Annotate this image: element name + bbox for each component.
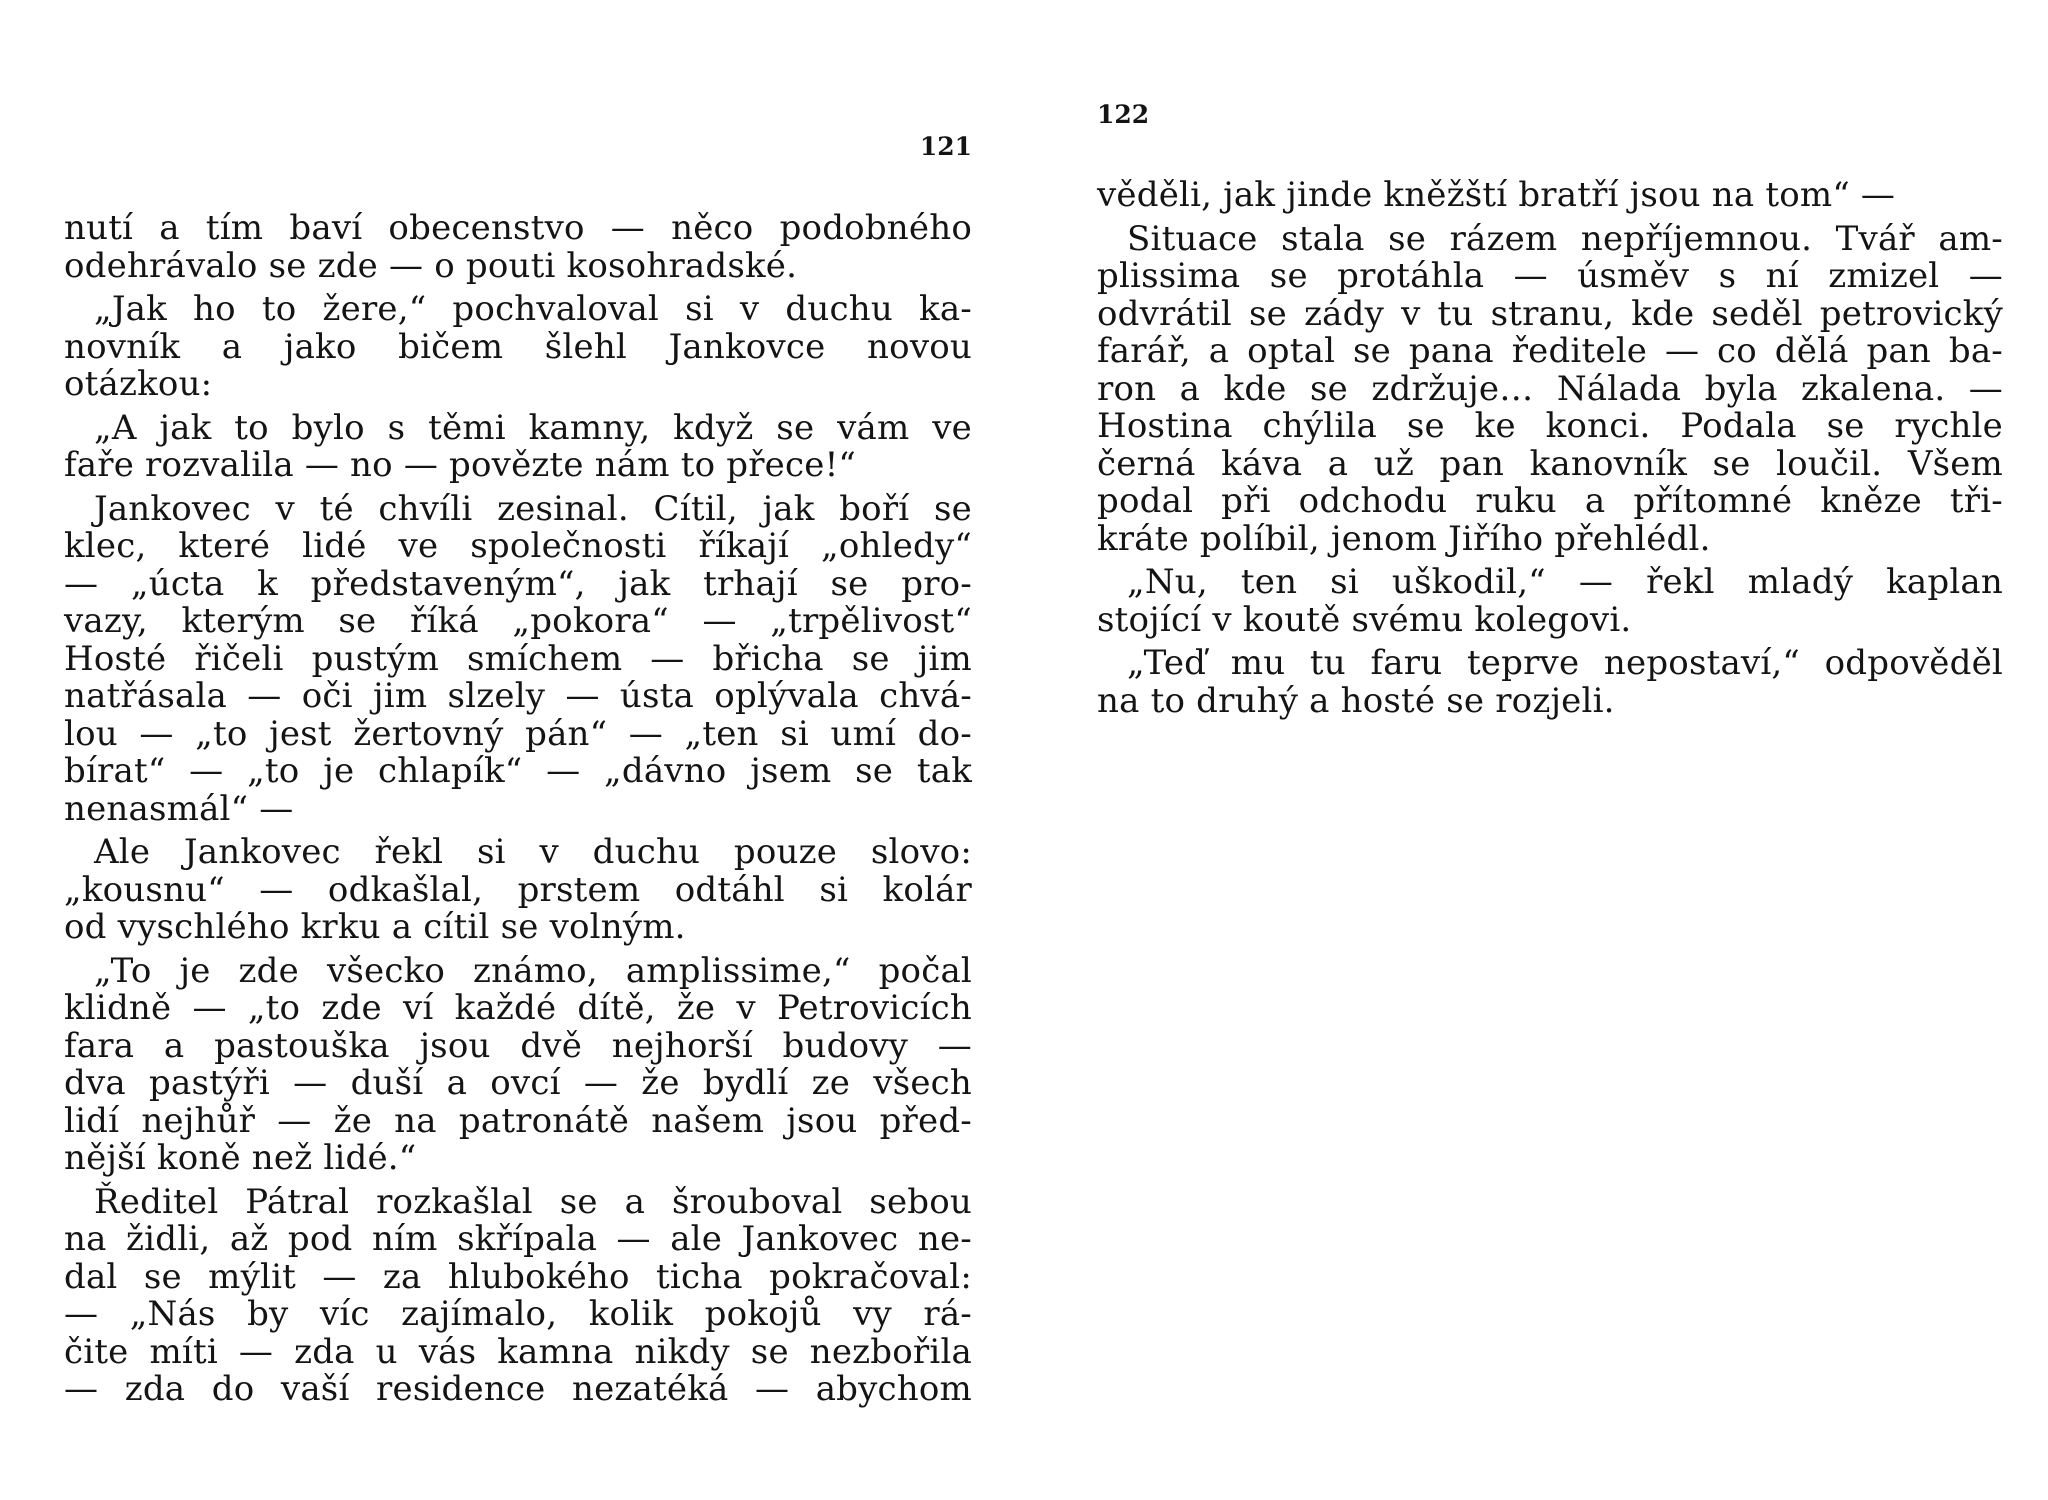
text-line: Ředitel Pátral rozkašlal se a šrouboval sebou (94, 1181, 972, 1222)
text-line: plissima se protáhla — úsměv s ní zmizel — (1097, 256, 2003, 296)
paragraph (64, 407, 972, 485)
paragraph (64, 950, 972, 1178)
text-line: na židli, až pod ním skřípala — ale Jankovec ne- (64, 1219, 972, 1259)
text-line: „To je zde všecko známo, amplissime,“ počal (94, 950, 972, 991)
right-page (1097, 0, 2003, 1500)
text-line: klec, které lidé ve společnosti říkají „ohledy“ (64, 526, 972, 566)
text-line: odvrátil se zády v tu stranu, kde seděl petrovický (1097, 293, 2003, 334)
text-line: ron a kde se zdržuje… Nálada byla zkalena. — (1097, 368, 2003, 409)
page-body (64, 210, 972, 1415)
text-line: natřásala — oči jim slzely — ústa oplývala chvá- (64, 676, 972, 716)
text-line: otázkou: (64, 364, 213, 404)
text-line: vazy, kterým se říká „pokora“ — „trpělivost“ (64, 601, 972, 641)
text-line: podal při odchodu ruku a přítomné kněze tři- (1097, 481, 2003, 521)
text-line: fara a pastouška jsou dvě nejhorší budovy — (64, 1025, 972, 1066)
text-line: novník a jako bičem šlehl Jankovce novou (64, 326, 972, 367)
text-line: „Nu, ten si uškodil,“ — řekl mladý kaplan (1127, 562, 2003, 602)
paragraph (64, 210, 972, 285)
text-line: Ale Jankovec řekl si v duchu pouze slovo: (94, 832, 972, 872)
text-line: od vyschlého krku a cítil se volným. (64, 907, 686, 947)
paragraph (64, 291, 972, 404)
paragraph (1097, 177, 2003, 215)
text-line: „Teď mu tu faru teprve nepostaví,“ odpověděl (1127, 643, 2003, 683)
text-line: dal se mýlit — za hlubokého ticha pokračoval: (64, 1256, 972, 1297)
text-line: Situace stala se rázem nepříjemnou. Tvář am- (1127, 218, 2003, 259)
text-line: lidí nejhůř — že na patronátě našem jsou před- (64, 1100, 972, 1141)
text-line: Hosté řičeli pustým smíchem — břicha se jim (64, 638, 972, 679)
text-line: stojící v koutě svému kolegovi. (1097, 599, 1632, 640)
text-line: černá káva a už pan kanovník se loučil. Všem (1097, 443, 2003, 484)
paragraph (64, 488, 972, 829)
paragraph (1097, 645, 2003, 720)
text-line: „kousnu“ — odkašlal, prstem odtáhl si kolár (64, 869, 972, 910)
paragraph (64, 1181, 972, 1409)
text-line: nější koně než lidé.“ (64, 1138, 417, 1178)
text-line: lou — „to jest žertovný pán“ — „ten si umí do- (64, 713, 972, 754)
text-line: — „úcta k představeným“, jak trhají se pro- (64, 563, 972, 604)
text-line: odehrávalo se zde — o pouti kosohradské. (64, 245, 798, 286)
text-line: „Jak ho to žere,“ pochvaloval si v duchu ka- (94, 289, 972, 329)
text-line: — zda do vaší residence nezatéká — abychom (64, 1369, 972, 1409)
text-line: „A jak to bylo s těmi kamny, když se vám ve (94, 407, 972, 448)
text-line: — „Nás by víc zajímalo, kolik pokojů vy rá- (64, 1294, 972, 1334)
left-page (64, 0, 972, 1500)
page-number: 121 (919, 132, 972, 161)
text-line: čite míti — zda u vás kamna nikdy se nezbořila (64, 1331, 972, 1372)
paragraph (64, 834, 972, 947)
paragraph (1097, 218, 2003, 559)
paragraph (1097, 564, 2003, 639)
text-line: klidně — „to zde ví každé dítě, že v Petrovicích (64, 988, 972, 1028)
text-line: nutí a tím baví obecenstvo — něco podobného (64, 208, 972, 248)
text-line: věděli, jak jinde kněžští bratří jsou na tom“ — (1097, 175, 1896, 215)
text-line: na to druhý a hosté se rozjeli. (1097, 680, 1615, 721)
text-line: farář, a optal se pana ředitele — co dělá pan ba- (1097, 331, 2003, 371)
text-line: nenasmál“ — (64, 788, 294, 829)
text-line: bírat“ — „to je chlapík“ — „dávno jsem se tak (64, 751, 972, 791)
page-number: 122 (1097, 100, 1150, 129)
text-line: faře rozvalila — no — povězte nám to přece!“ (64, 445, 857, 485)
text-line: Hostina chýlila se ke konci. Podala se rychle (1097, 406, 2003, 446)
text-line: dva pastýři — duší a ovcí — že bydlí ze všech (64, 1063, 972, 1103)
text-line: kráte políbil, jenom Jiřího přehlédl. (1097, 518, 1711, 559)
page-body (1097, 177, 2003, 726)
text-line: Jankovec v té chvíli zesinal. Cítil, jak boří se (94, 488, 972, 529)
